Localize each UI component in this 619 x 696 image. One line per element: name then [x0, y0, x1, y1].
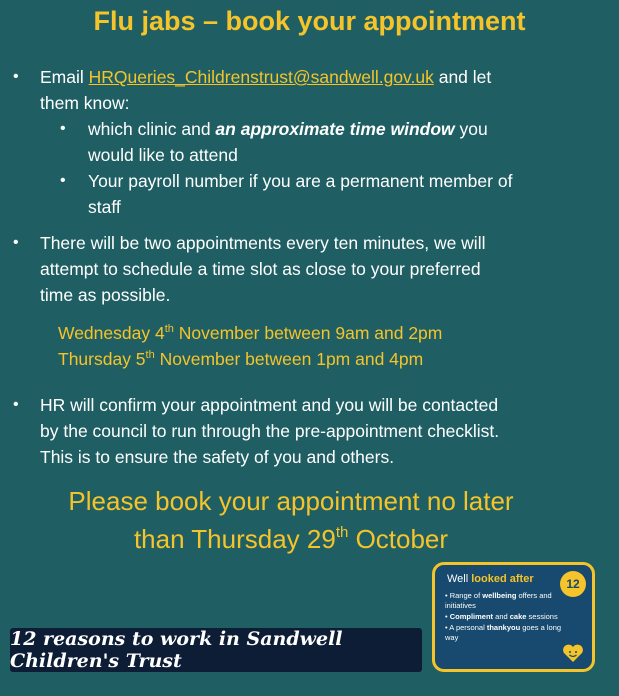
- bullet-email: • Email HRQueries_Childrenstrust@sandwell.gov.uk and let them know:: [40, 64, 580, 116]
- bullet-icon: •: [13, 234, 19, 251]
- number-badge: 12: [560, 571, 586, 597]
- well-looked-after-card: [432, 562, 595, 672]
- card-item: • Range of wellbeing offers and initiatives: [445, 591, 552, 610]
- email-link[interactable]: HRQueries_Childrenstrust@sandwell.gov.uk: [88, 67, 434, 87]
- date-wednesday: Wednesday 4th November between 9am and 2pm: [58, 323, 443, 343]
- card-item: • A personal thankyou goes a long way: [445, 623, 562, 642]
- sub-bullet-clinic: • which clinic and an approximate time window you would like to attend: [88, 116, 588, 168]
- bullet-appointments: • There will be two appointments every ten minutes, we will attempt to schedule a time slot as close to your preferred time as possible.: [40, 230, 580, 308]
- bullet-icon: •: [60, 172, 66, 189]
- card-list: [445, 591, 563, 644]
- card-title: Well looked after: [447, 573, 534, 585]
- bullet-icon: •: [13, 396, 19, 413]
- card-item: • Compliment and cake sessions: [445, 612, 558, 621]
- reasons-banner: 12 reasons to work in Sandwell Children's Trust: [10, 628, 422, 672]
- page-title: Flu jabs – book your appointment: [93, 6, 526, 36]
- bullet-icon: •: [13, 68, 19, 85]
- date-thursday: Thursday 5th November between 1pm and 4pm: [58, 349, 424, 369]
- bullet-icon: •: [60, 120, 66, 137]
- heart-smile-icon: [562, 643, 584, 663]
- bullet-confirmation: • HR will confirm your appointment and you will be contacted by the council to run through the pre-appointment checklist. This is to ensure the safety of you and others.: [40, 392, 580, 470]
- deadline-notice: Please book your appointment no later than Thursday 29th October: [68, 486, 514, 554]
- sub-bullet-payroll: • Your payroll number if you are a permanent member of staff: [88, 168, 588, 220]
